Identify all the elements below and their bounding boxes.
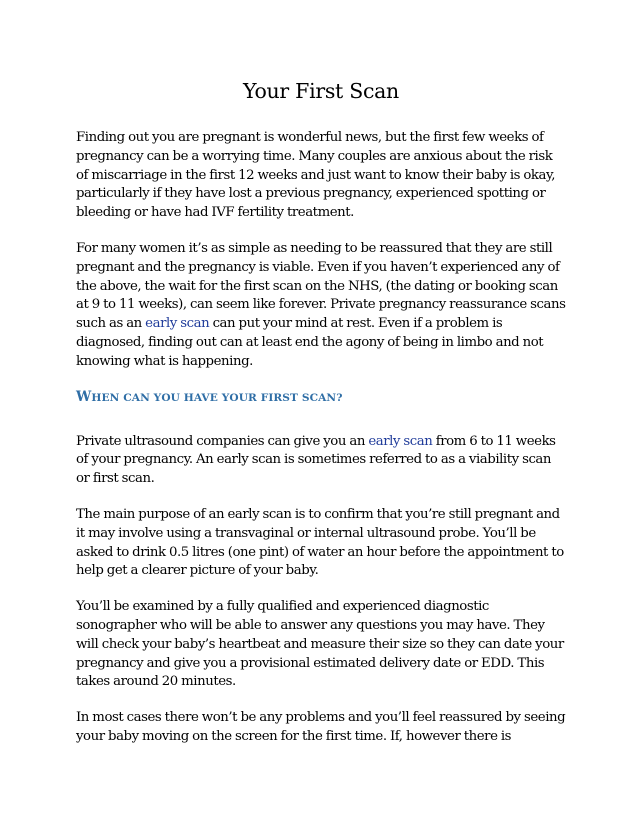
reassurance-paragraph [76,240,566,372]
document-page [76,72,566,764]
paragraph-text: can put your mind at rest. Even if a problem is diagnosed, finding out can at least end the agony of being in limbo and not knowing what is happening. [76,316,544,369]
paragraph-text: from 6 to 11 weeks of your pregnancy. An early scan is sometimes referred to as a viability scan or first scan. [76,433,556,487]
early-scan-link[interactable]: early scan [145,316,210,332]
paragraph-text: Private ultrasound companies can give you an [76,433,369,449]
page-title: Your First Scan [243,79,399,103]
intro-paragraph: Finding out you are pregnant is wonderful news, but the first few weeks of pregnancy can be a worrying time. Many couples are anxious about the risk of miscarriage in the first 12 weeks and just want to know their baby is okay, particularly if they have lost a previous pregnancy, experienced spotting or bleeding or have had IVF fertility treatment. [76,130,556,221]
early-scan-link[interactable]: early scan [368,433,433,449]
sonographer-paragraph: You’ll be examined by a fully qualified and experienced diagnostic sonographer who will be able to answer any questions you may have. They will check your baby’s heartbeat and measure their size so they can date your pregnancy and give you a provisional estimated delivery date or EDD. This takes around 20 minutes. [76,599,564,690]
section-heading-initial: W [76,388,92,405]
purpose-paragraph: The main purpose of an early scan is to confirm that you’re still pregnant and it may involve using a transvaginal or internal ultrasound probe. You’ll be asked to drink 0.5 litres (one pint) of water an hour before the appointment to help get a clearer picture of your baby. [76,506,564,579]
section-heading-text: HEN CAN YOU HAVE YOUR FIRST SCAN? [91,391,343,404]
private-ultrasound-paragraph [76,433,566,489]
paragraph-text: For many women it’s as simple as needing to be reassured that they are still pregnant and the pregnancy is viable. Even if you haven’t experienced any of the above, the wait for the first scan on the NHS, (the dating or booking scan at 9 to 11 weeks), can seem like forever. Private pregnancy reassurance scans such as an [76,240,566,332]
section-heading [76,389,566,406]
outcome-paragraph: In most cases there won’t be any problems and you’ll feel reassured by seeing your baby moving on the screen for the first time. If, however there is [76,710,566,744]
